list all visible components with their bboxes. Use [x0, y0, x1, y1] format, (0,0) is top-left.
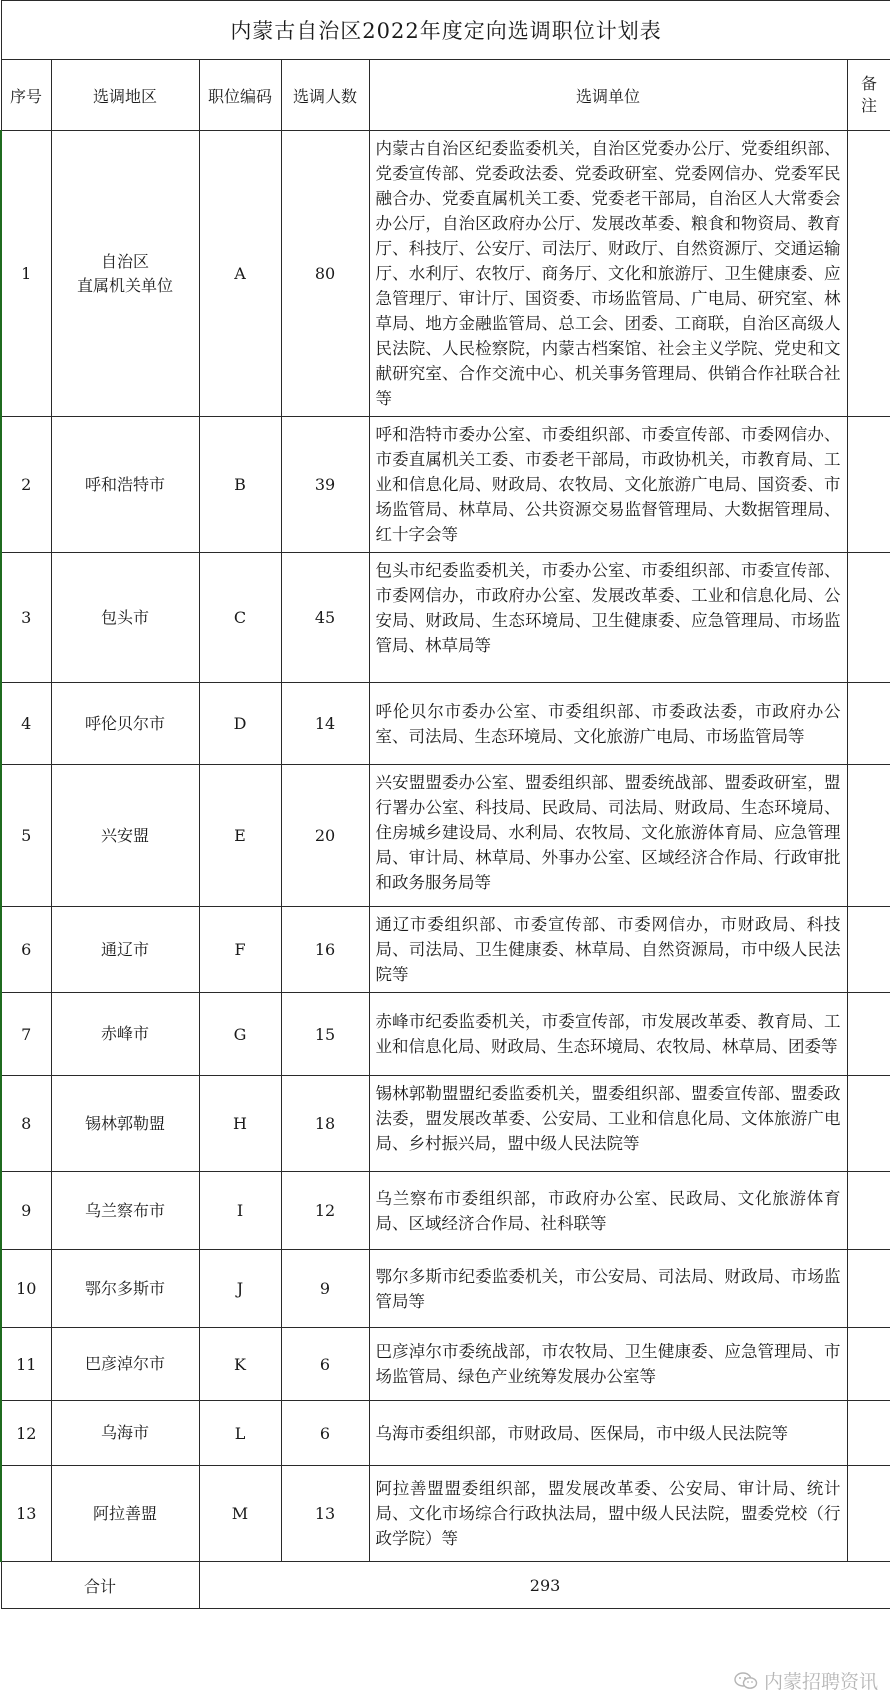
cell-units: 巴彦淖尔市委统战部，市农牧局、卫生健康委、应急管理局、市场监管局、绿色产业统筹发展办公室等 [369, 1328, 847, 1401]
watermark-text: 内蒙招聘资讯 [763, 1671, 878, 1693]
cell-units: 包头市纪委监委机关，市委办公室、市委组织部、市委宣传部、市委网信办，市政府办公室、发展改革委、工业和信息化局、公安局、财政局、生态环境局、卫生健康委、应急管理局、市场监管局、林草局等 [369, 553, 847, 683]
cell-code: A [199, 131, 281, 417]
cell-region: 赤峰市 [51, 993, 199, 1076]
cell-seq: 12 [1, 1401, 51, 1466]
cell-code: M [199, 1466, 281, 1562]
table-row [1, 1172, 890, 1250]
cell-seq: 2 [1, 417, 51, 553]
watermark [734, 1667, 878, 1694]
cell-remark [847, 1076, 890, 1172]
table-row [1, 131, 890, 417]
table-row [1, 1250, 890, 1328]
cell-code: G [199, 993, 281, 1076]
table-row [1, 417, 890, 553]
cell-count: 45 [281, 553, 369, 683]
cell-region: 兴安盟 [51, 765, 199, 907]
cell-seq: 13 [1, 1466, 51, 1562]
cell-code: J [199, 1250, 281, 1328]
cell-count: 13 [281, 1466, 369, 1562]
cell-count: 16 [281, 907, 369, 993]
cell-seq: 9 [1, 1172, 51, 1250]
header-region: 选调地区 [51, 60, 199, 131]
cell-region: 包头市 [51, 553, 199, 683]
cell-code: F [199, 907, 281, 993]
cell-count: 12 [281, 1172, 369, 1250]
cell-seq: 11 [1, 1328, 51, 1401]
cell-region: 自治区 直属机关单位 [51, 131, 199, 417]
cell-remark [847, 131, 890, 417]
cell-seq: 6 [1, 907, 51, 993]
table-row [1, 1401, 890, 1466]
header-count: 选调人数 [281, 60, 369, 131]
cell-seq: 8 [1, 1076, 51, 1172]
header-code: 职位编码 [199, 60, 281, 131]
table-row [1, 1328, 890, 1401]
cell-count: 6 [281, 1401, 369, 1466]
table-row [1, 1466, 890, 1562]
cell-region: 乌兰察布市 [51, 1172, 199, 1250]
header-seq: 序号 [1, 60, 51, 131]
cell-remark [847, 765, 890, 907]
cell-seq: 1 [1, 131, 51, 417]
cell-units: 赤峰市纪委监委机关，市委宣传部，市发展改革委、教育局、工业和信息化局、财政局、生态环境局、农牧局、林草局、团委等 [369, 993, 847, 1076]
cell-units: 鄂尔多斯市纪委监委机关，市公安局、司法局、财政局、市场监管局等 [369, 1250, 847, 1328]
cell-code: E [199, 765, 281, 907]
cell-count: 6 [281, 1328, 369, 1401]
total-label: 合计 [1, 1562, 199, 1609]
cell-remark [847, 553, 890, 683]
cell-code: C [199, 553, 281, 683]
cell-remark [847, 1401, 890, 1466]
cell-code: K [199, 1328, 281, 1401]
table-row [1, 907, 890, 993]
table-row [1, 993, 890, 1076]
cell-count: 20 [281, 765, 369, 907]
cell-code: I [199, 1172, 281, 1250]
header-units: 选调单位 [369, 60, 847, 131]
cell-region: 鄂尔多斯市 [51, 1250, 199, 1328]
cell-units: 呼和浩特市委办公室、市委组织部、市委宣传部、市委网信办、市委直属机关工委、市委老干部局，市政协机关，市教育局、工业和信息化局、财政局、农牧局、文化旅游广电局、国资委、市场监管局、林草局、公共资源交易监督管理局、大数据管理局、红十字会等 [369, 417, 847, 553]
cell-units: 阿拉善盟盟委组织部，盟发展改革委、公安局、审计局、统计局、文化市场综合行政执法局，盟中级人民法院，盟委党校（行政学院）等 [369, 1466, 847, 1562]
cell-remark [847, 907, 890, 993]
cell-count: 80 [281, 131, 369, 417]
cell-code: B [199, 417, 281, 553]
cell-remark [847, 993, 890, 1076]
cell-region: 呼伦贝尔市 [51, 683, 199, 765]
cell-seq: 5 [1, 765, 51, 907]
cell-seq: 3 [1, 553, 51, 683]
cell-remark [847, 417, 890, 553]
header-row [1, 60, 890, 131]
cell-region: 乌海市 [51, 1401, 199, 1466]
table-row [1, 553, 890, 683]
cell-region: 锡林郭勒盟 [51, 1076, 199, 1172]
cell-units: 锡林郭勒盟盟纪委监委机关，盟委组织部、盟委宣传部、盟委政法委，盟发展改革委、公安局、工业和信息化局、文体旅游广电局、乡村振兴局，盟中级人民法院等 [369, 1076, 847, 1172]
cell-units: 乌海市委组织部，市财政局、医保局，市中级人民法院等 [369, 1401, 847, 1466]
cell-seq: 10 [1, 1250, 51, 1328]
table-row [1, 683, 890, 765]
table-row [1, 1076, 890, 1172]
total-row [1, 1562, 890, 1609]
total-value: 293 [199, 1562, 890, 1609]
cell-units: 呼伦贝尔市委办公室、市委组织部、市委政法委，市政府办公室、司法局、生态环境局、文化旅游广电局、市场监管局等 [369, 683, 847, 765]
cell-count: 9 [281, 1250, 369, 1328]
table-title: 内蒙古自治区2022年度定向选调职位计划表 [1, 1, 890, 60]
cell-count: 18 [281, 1076, 369, 1172]
cell-seq: 7 [1, 993, 51, 1076]
cell-units: 内蒙古自治区纪委监委机关，自治区党委办公厅、党委组织部、党委宣传部、党委政法委、党委政研室、党委网信办、党委军民融合办、党委直属机关工委、党委老干部局，自治区人大常委会办公厅，自治区政府办公厅、发展改革委、粮食和物资局、教育厅、科技厅、公安厅、司法厅、财政厅、自然资源厅、交通运输厅、水利厅、农牧厅、商务厅、文化和旅游厅、卫生健康委、应急管理厅、审计厅、国资委、市场监管局、广电局、研究室、林草局、地方金融监管局、总工会、团委、工商联，自治区高级人民法院、人民检察院，内蒙古档案馆、社会主义学院、党史和文献研究室、合作交流中心、机关事务管理局、供销合作社联合社等 [369, 131, 847, 417]
table-row [1, 765, 890, 907]
cell-code: H [199, 1076, 281, 1172]
cell-region: 巴彦淖尔市 [51, 1328, 199, 1401]
cell-units: 通辽市委组织部、市委宣传部、市委网信办，市财政局、科技局、司法局、卫生健康委、林草局、自然资源局，市中级人民法院等 [369, 907, 847, 993]
cell-code: L [199, 1401, 281, 1466]
cell-count: 14 [281, 683, 369, 765]
cell-remark [847, 1172, 890, 1250]
cell-region: 阿拉善盟 [51, 1466, 199, 1562]
cell-region: 呼和浩特市 [51, 417, 199, 553]
cell-remark [847, 683, 890, 765]
cell-seq: 4 [1, 683, 51, 765]
cell-code: D [199, 683, 281, 765]
cell-region: 通辽市 [51, 907, 199, 993]
cell-remark [847, 1250, 890, 1328]
cell-count: 39 [281, 417, 369, 553]
cell-units: 乌兰察布市委组织部，市政府办公室、民政局、文化旅游体育局、区域经济合作局、社科联等 [369, 1172, 847, 1250]
cell-count: 15 [281, 993, 369, 1076]
header-remark: 备 注 [847, 60, 890, 131]
cell-units: 兴安盟盟委办公室、盟委组织部、盟委统战部、盟委政研室，盟行署办公室、科技局、民政局、司法局、财政局、生态环境局、住房城乡建设局、水利局、农牧局、文化旅游体育局、应急管理局、审计局、林草局、外事办公室、区域经济合作局、行政审批和政务服务局等 [369, 765, 847, 907]
wechat-icon [734, 1672, 758, 1690]
cell-remark [847, 1328, 890, 1401]
cell-remark [847, 1466, 890, 1562]
